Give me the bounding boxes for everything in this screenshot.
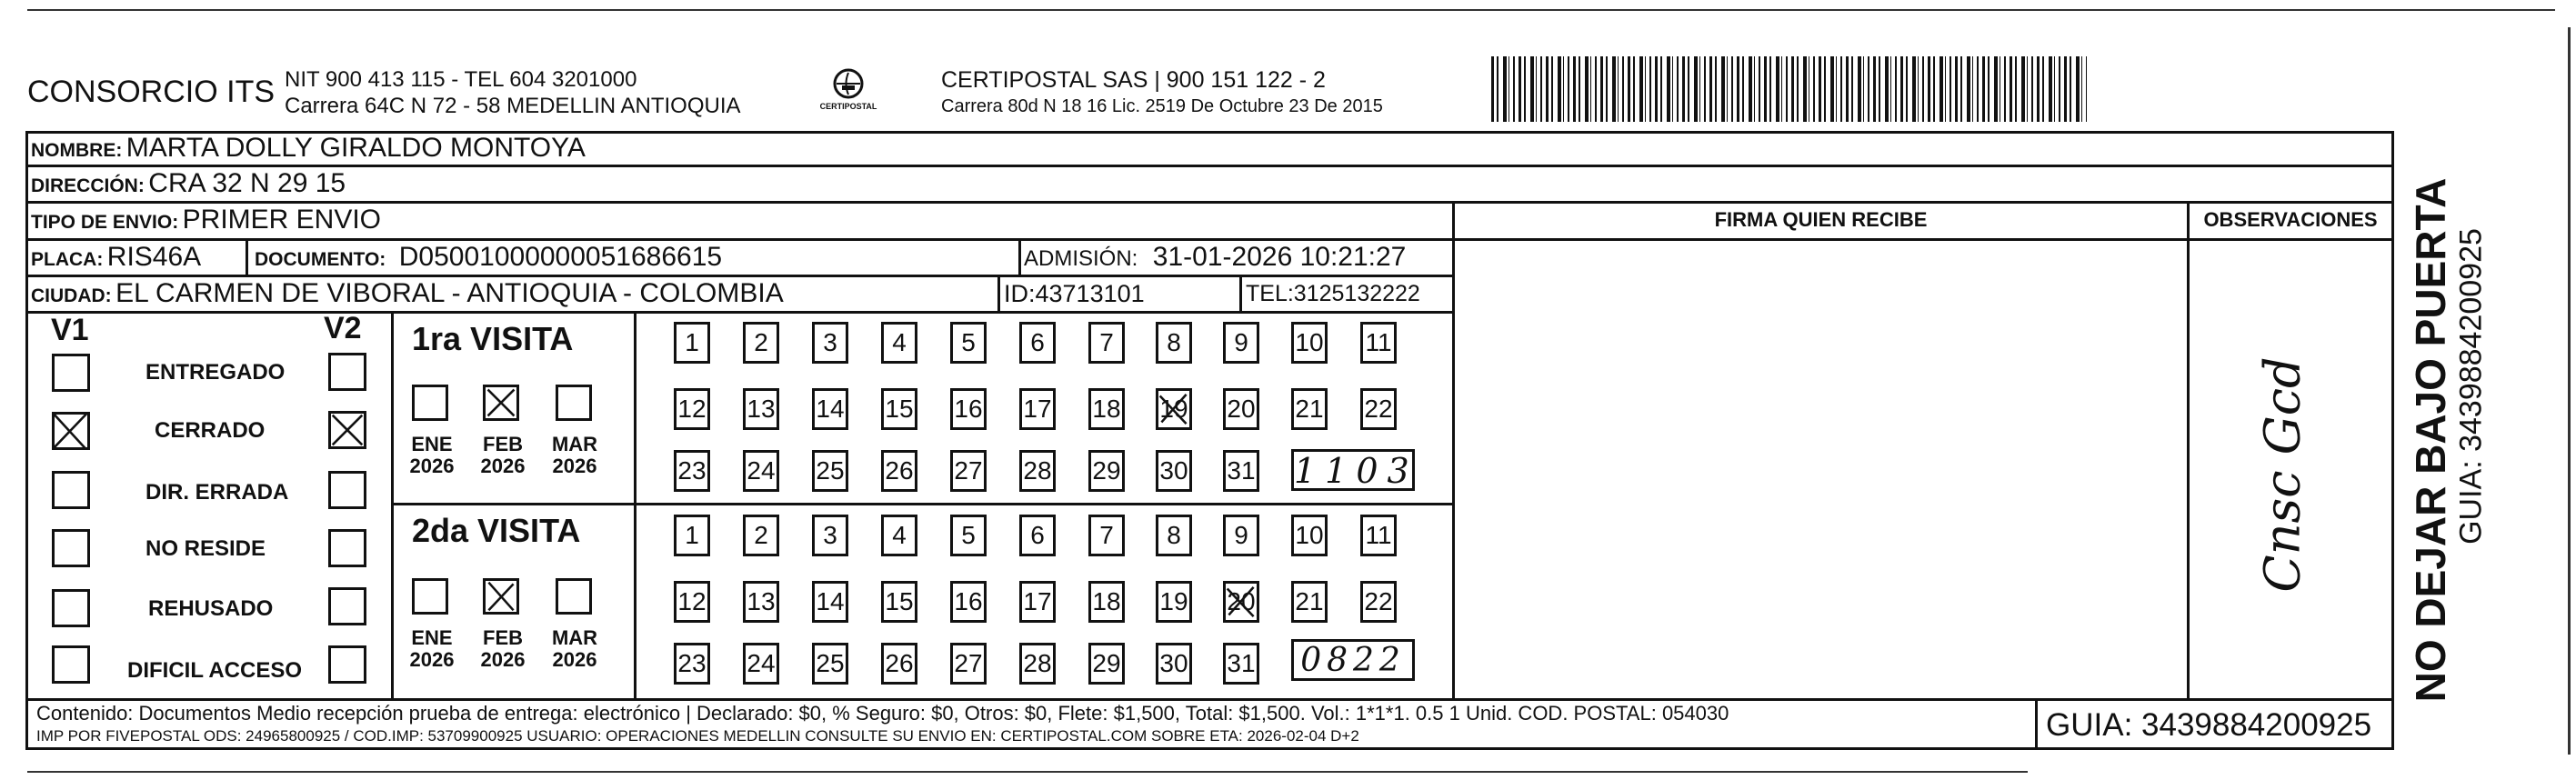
visit1-day-8[interactable]: 8 bbox=[1156, 322, 1192, 364]
v2-no-reside-checkbox[interactable] bbox=[328, 529, 366, 567]
tipo-row bbox=[31, 203, 381, 237]
courier-address: Carrera 80d N 18 16 Lic. 2519 De Octubre 23 De 2015 bbox=[941, 96, 1383, 116]
visit1-day-17[interactable]: 17 bbox=[1019, 388, 1056, 430]
row-line-6 bbox=[25, 698, 2394, 701]
visit2-day-6[interactable]: 6 bbox=[1019, 515, 1056, 556]
visit2-day-4[interactable]: 4 bbox=[881, 515, 917, 556]
col-line-obs bbox=[2187, 201, 2190, 700]
visit1-day-27[interactable]: 27 bbox=[950, 450, 987, 492]
status-cerrado: CERRADO bbox=[155, 418, 266, 443]
visit1-day-11[interactable]: 11 bbox=[1360, 322, 1397, 364]
visit2-day-30[interactable]: 30 bbox=[1156, 643, 1192, 685]
col-line-months bbox=[634, 311, 636, 700]
visit2-day-24[interactable]: 24 bbox=[743, 643, 779, 685]
visit2-day-20-x-mark bbox=[1226, 584, 1257, 620]
admision-label: ADMISIÓN: bbox=[1024, 246, 1138, 271]
visit2-month-mar bbox=[551, 627, 598, 671]
visit2-day-27[interactable]: 27 bbox=[950, 643, 987, 685]
visit1-month-feb-checkbox[interactable] bbox=[483, 385, 519, 421]
visit2-day-13[interactable]: 13 bbox=[743, 581, 779, 623]
visit1-day-16[interactable]: 16 bbox=[950, 388, 987, 430]
visit2-mar-label: MAR bbox=[551, 626, 598, 649]
row-line-5 bbox=[25, 311, 1455, 314]
v2-cerrado-checkbox[interactable] bbox=[328, 411, 366, 449]
col-line-adm bbox=[1018, 238, 1021, 275]
header-line-firma bbox=[1452, 238, 2393, 241]
col-line-firma bbox=[1452, 201, 1455, 700]
courier-name: CERTIPOSTAL SAS | 900 151 122 - 2 bbox=[941, 67, 1326, 93]
visit1-day-12[interactable]: 12 bbox=[674, 388, 710, 430]
v2-rehusado-checkbox[interactable] bbox=[328, 587, 366, 625]
firma-header: FIRMA QUIEN RECIBE bbox=[1714, 208, 1928, 231]
tipo-label: TIPO DE ENVIO: bbox=[31, 212, 179, 233]
visit2-feb-year: 2026 bbox=[480, 648, 526, 671]
visit2-day-12[interactable]: 12 bbox=[674, 581, 710, 623]
visit1-day-19[interactable]: 19 bbox=[1156, 388, 1192, 430]
visit2-day-20[interactable]: 20 bbox=[1223, 581, 1259, 623]
visit2-feb-x-mark bbox=[486, 581, 516, 612]
col-line-tel bbox=[1239, 275, 1242, 311]
visit2-month-feb-checkbox[interactable] bbox=[483, 578, 519, 615]
visit2-day-9[interactable]: 9 bbox=[1223, 515, 1259, 556]
visit2-day-11[interactable]: 11 bbox=[1360, 515, 1397, 556]
frame-left bbox=[25, 131, 28, 749]
visit1-day-19-x-mark bbox=[1158, 391, 1189, 427]
visit1-day-5[interactable]: 5 bbox=[950, 322, 987, 364]
direccion-label: DIRECCIÓN: bbox=[31, 175, 145, 196]
visit2-month-mar-checkbox[interactable] bbox=[556, 578, 592, 615]
visit1-month-ene-checkbox[interactable] bbox=[412, 385, 448, 421]
visit2-day-2[interactable]: 2 bbox=[743, 515, 779, 556]
visit2-day-22[interactable]: 22 bbox=[1360, 581, 1397, 623]
scan-edge-top bbox=[27, 9, 2555, 11]
visit2-day-29[interactable]: 29 bbox=[1088, 643, 1125, 685]
v2-dir-errada-checkbox[interactable] bbox=[328, 471, 366, 509]
visit1-time-box bbox=[1291, 449, 1418, 491]
v1-entregado-checkbox[interactable] bbox=[52, 354, 90, 392]
status-entregado: ENTREGADO bbox=[145, 360, 286, 385]
documento-cell bbox=[255, 240, 722, 275]
visit2-day-17[interactable]: 17 bbox=[1019, 581, 1056, 623]
visit1-mar-label: MAR bbox=[551, 433, 598, 455]
documento-value: D05001000000051686615 bbox=[398, 242, 723, 272]
frame-bottom bbox=[25, 747, 2394, 750]
ciudad-value: EL CARMEN DE VIBORAL - ANTIOQUIA - COLOMBIA bbox=[115, 278, 784, 308]
col-line-doc bbox=[246, 238, 248, 275]
visit2-day-26[interactable]: 26 bbox=[881, 643, 917, 685]
visit1-day-10[interactable]: 10 bbox=[1291, 322, 1328, 364]
visit2-day-19[interactable]: 19 bbox=[1156, 581, 1192, 623]
nombre-label: NOMBRE: bbox=[31, 140, 123, 161]
tel-value: TEL:3125132222 bbox=[1246, 281, 1420, 306]
visit2-time: 0822 bbox=[1300, 642, 1406, 679]
company-address: Carrera 64C N 72 - 58 MEDELLIN ANTIOQUIA bbox=[285, 94, 741, 118]
ciudad-cell bbox=[31, 276, 784, 311]
documento-label: DOCUMENTO: bbox=[255, 249, 386, 270]
visit2-day-15[interactable]: 15 bbox=[881, 581, 917, 623]
visit1-day-15[interactable]: 15 bbox=[881, 388, 917, 430]
nombre-row bbox=[31, 131, 586, 165]
placa-value: RIS46A bbox=[106, 242, 202, 272]
visit1-month-mar-checkbox[interactable] bbox=[556, 385, 592, 421]
visit2-ene-label: ENE bbox=[411, 626, 453, 649]
side-notice: NO DEJAR BAJO PUERTA bbox=[2407, 177, 2454, 703]
v1-cerrado-x-mark bbox=[55, 415, 87, 447]
direccion-value: CRA 32 N 29 15 bbox=[148, 168, 346, 198]
col-line-id bbox=[997, 275, 1000, 311]
visit1-day-22[interactable]: 22 bbox=[1360, 388, 1397, 430]
scan-edge-bottom bbox=[27, 771, 2028, 773]
visit1-ene-year: 2026 bbox=[409, 455, 455, 477]
footer-guia-divider bbox=[2035, 698, 2038, 749]
v1-dir-errada-checkbox[interactable] bbox=[52, 471, 90, 509]
status-no-reside: NO RESIDE bbox=[145, 536, 266, 561]
visit1-month-mar bbox=[551, 434, 598, 477]
nombre-value: MARTA DOLLY GIRALDO MONTOYA bbox=[125, 133, 586, 163]
visit2-day-18[interactable]: 18 bbox=[1088, 581, 1125, 623]
company-name: CONSORCIO ITS bbox=[27, 75, 276, 109]
visit2-day-28[interactable]: 28 bbox=[1019, 643, 1056, 685]
certipostal-logo bbox=[817, 65, 880, 120]
v2-entregado-checkbox[interactable] bbox=[328, 353, 366, 391]
visit2-day-5[interactable]: 5 bbox=[950, 515, 987, 556]
tipo-value: PRIMER ENVIO bbox=[182, 205, 382, 235]
visit1-day-14[interactable]: 14 bbox=[812, 388, 848, 430]
v2-dificil-acceso-checkbox[interactable] bbox=[328, 645, 366, 684]
visit2-month-ene-checkbox[interactable] bbox=[412, 578, 448, 615]
observacion-handwriting: Cnsc Gcd bbox=[2253, 356, 2311, 593]
placa-label: PLACA: bbox=[31, 249, 104, 270]
visit2-day-7[interactable]: 7 bbox=[1088, 515, 1125, 556]
id-value: ID:43713101 bbox=[1004, 280, 1145, 307]
visit2-day-16[interactable]: 16 bbox=[950, 581, 987, 623]
v1-no-reside-checkbox[interactable] bbox=[52, 529, 90, 567]
observaciones-header: OBSERVACIONES bbox=[2203, 208, 2378, 231]
visit1-month-ene bbox=[408, 434, 456, 477]
visit2-ene-year: 2026 bbox=[409, 648, 455, 671]
visit2-mar-year: 2026 bbox=[552, 648, 597, 671]
visit1-feb-year: 2026 bbox=[480, 455, 526, 477]
visit2-title: 2da VISITA bbox=[412, 512, 581, 549]
visit2-day-8[interactable]: 8 bbox=[1156, 515, 1192, 556]
visit2-month-ene bbox=[408, 627, 456, 671]
visit1-month-feb bbox=[479, 434, 526, 477]
footer-contenido: Contenido: Documentos Medio recepción prueba de entrega: electrónico | Declarado: $0, % Seguro: $0, Otros: $0, Flete: $1,500, Total: $1,500. Vol.: 1*1*1. 0.5 1 Unid. COD. POSTAL: 054030 bbox=[36, 702, 1729, 725]
v1-dificil-acceso-checkbox[interactable] bbox=[52, 645, 90, 684]
status-rehusado: REHUSADO bbox=[148, 596, 274, 621]
visit1-day-26[interactable]: 26 bbox=[881, 450, 917, 492]
visit1-day-13[interactable]: 13 bbox=[743, 388, 779, 430]
visit1-day-4[interactable]: 4 bbox=[881, 322, 917, 364]
logo-text: CERTIPOSTAL bbox=[819, 102, 877, 111]
visit1-day-28[interactable]: 28 bbox=[1019, 450, 1056, 492]
footer-imp: IMP POR FIVEPOSTAL ODS: 24965800925 / COD.IMP: 53709900925 USUARIO: OPERACIONES MEDELLIN CONSULTE SU ENVIO EN: CERTIPOSTAL.COM SOBRE ETA: 2026-02-04 D+2 bbox=[36, 727, 1359, 745]
visit1-feb-x-mark bbox=[486, 387, 516, 418]
visit1-day-7[interactable]: 7 bbox=[1088, 322, 1125, 364]
visit2-time-box bbox=[1291, 639, 1415, 681]
barcode bbox=[1491, 56, 2087, 122]
visit1-day-9[interactable]: 9 bbox=[1223, 322, 1259, 364]
visit1-feb-label: FEB bbox=[483, 433, 523, 455]
visit1-day-6[interactable]: 6 bbox=[1019, 322, 1056, 364]
v2-label: V2 bbox=[324, 311, 362, 345]
visit1-mar-year: 2026 bbox=[552, 455, 597, 477]
v1-rehusado-checkbox[interactable] bbox=[52, 589, 90, 627]
status-dificil-acceso: DIFICIL ACCESO bbox=[127, 658, 303, 683]
visit2-month-feb bbox=[479, 627, 526, 671]
visit1-day-31[interactable]: 31 bbox=[1223, 450, 1259, 492]
visit1-day-24[interactable]: 24 bbox=[743, 450, 779, 492]
v2-cerrado-x-mark bbox=[331, 414, 364, 446]
visit2-day-21[interactable]: 21 bbox=[1291, 581, 1328, 623]
visit1-day-21[interactable]: 21 bbox=[1291, 388, 1328, 430]
admision-value: 31-01-2026 10:21:27 bbox=[1152, 242, 1407, 272]
footer-guia: GUIA: 3439884200925 bbox=[2046, 707, 2372, 743]
visit1-day-23[interactable]: 23 bbox=[674, 450, 710, 492]
placa-cell bbox=[31, 240, 201, 275]
visit1-day-20[interactable]: 20 bbox=[1223, 388, 1259, 430]
visit2-day-3[interactable]: 3 bbox=[812, 515, 848, 556]
v1-label: V1 bbox=[51, 313, 89, 347]
visit2-day-31[interactable]: 31 bbox=[1223, 643, 1259, 685]
visit1-day-30[interactable]: 30 bbox=[1156, 450, 1192, 492]
visit2-day-10[interactable]: 10 bbox=[1291, 515, 1328, 556]
visit2-day-14[interactable]: 14 bbox=[812, 581, 848, 623]
visit1-day-2[interactable]: 2 bbox=[743, 322, 779, 364]
company-nit-tel: NIT 900 413 115 - TEL 604 3201000 bbox=[285, 67, 637, 92]
col-line-status bbox=[391, 311, 394, 700]
visit1-day-25[interactable]: 25 bbox=[812, 450, 848, 492]
visit1-title: 1ra VISITA bbox=[412, 320, 574, 357]
visit1-time: 1103 bbox=[1294, 451, 1418, 491]
admision-cell bbox=[1024, 240, 1406, 275]
visit1-ene-label: ENE bbox=[411, 433, 453, 455]
visit-divider bbox=[391, 503, 1455, 505]
visit1-day-1[interactable]: 1 bbox=[674, 322, 710, 364]
visit1-day-18[interactable]: 18 bbox=[1088, 388, 1125, 430]
ciudad-label: CIUDAD: bbox=[31, 285, 112, 306]
visit2-day-23[interactable]: 23 bbox=[674, 643, 710, 685]
status-dir-errada: DIR. ERRADA bbox=[145, 480, 289, 505]
direccion-row bbox=[31, 166, 346, 201]
side-guia: GUIA: 3439884200925 bbox=[2453, 228, 2489, 545]
visit2-day-1[interactable]: 1 bbox=[674, 515, 710, 556]
v1-cerrado-checkbox[interactable] bbox=[52, 412, 90, 450]
visit1-day-3[interactable]: 3 bbox=[812, 322, 848, 364]
visit2-day-25[interactable]: 25 bbox=[812, 643, 848, 685]
frame-right bbox=[2391, 131, 2394, 749]
visit1-day-29[interactable]: 29 bbox=[1088, 450, 1125, 492]
scan-edge-right bbox=[2568, 27, 2571, 755]
visit2-feb-label: FEB bbox=[483, 626, 523, 649]
